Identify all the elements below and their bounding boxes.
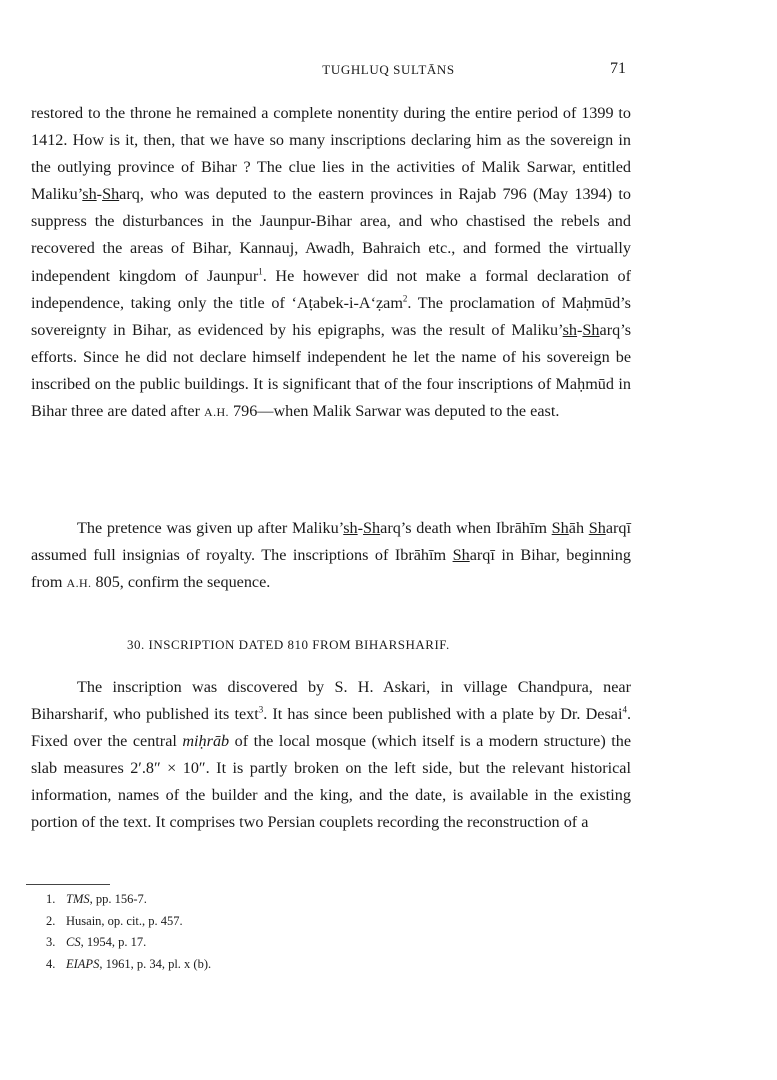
footnote-ref-1: 1 [258, 266, 263, 277]
footnote-4: 4. EIAPS, 1961, p. 34, pl. x (b). [46, 956, 212, 971]
era-abbreviation: A.H. [204, 405, 229, 420]
footnote-ref-4: 4 [622, 704, 627, 715]
footnote-2: 2. Husain, op. cit., p. 457. [46, 913, 183, 928]
text-run: of the local mosque (which itself is a modern structure) the slab measures 2′.8″ × 10″. It is partly broken on the left side, but the relevant historical information, names of the builder and the king, and the date, is available in the existing portion of the text. It comprises two Persian couplets recording the reconstruction of a [31, 732, 631, 832]
footnote-1: 1. TMS, pp. 156-7. [46, 892, 147, 906]
text-run: restored to the throne he remained a complete nonentity during the entire period of 1399 to 1412. How is it, then, that we have so many inscriptions declaring him as the sovereign in the outlying province of Bihar ? The clue lies in the activities of Malik Sarwar, entitled Maliku’ [31, 104, 631, 204]
text-run: 796—when Malik Sarwar was deputed to the east. [228, 402, 560, 421]
underlined-digraph: Sh [363, 519, 381, 537]
text-run: arqī in Bihar, beginning from [31, 546, 631, 592]
text-run: . The proclamation of Maḥmūd’s sovereignty in Bihar, as evidenced by his epigraphs, was the result of Maliku’ [31, 293, 631, 339]
underlined-digraph: Sh [582, 320, 600, 339]
text-run: arq’s death when Ibrāhīm [380, 519, 552, 537]
underlined-digraph: Sh [102, 185, 120, 204]
italic-term: miḥrāb [182, 732, 230, 751]
underlined-digraph: sh [82, 185, 97, 204]
underlined-digraph: sh [343, 519, 358, 537]
text-run: . He however did not make a formal declaration of independence, taking only the title of ‘Aṭabek-i-A‘ẓam [31, 266, 631, 312]
underlined-digraph: Sh [452, 546, 470, 565]
text-run: arq, who was deputed to the eastern provinces in Rajab 796 (May 1394) to suppress the disturbances in the Jaunpur-Bihar area, and who chastised the rebels and recovered the areas of Bihar, Kannauj, Awadh, Bahraich etc., and formed the virtually independent kingdom of Jaunpur [31, 185, 631, 285]
underlined-digraph: Sh [588, 519, 606, 537]
section-heading: 30. INSCRIPTION DATED 810 FROM BIHARSHARIF. [127, 637, 450, 652]
paragraph-2 [31, 515, 631, 597]
text-run: . It has since been published with a plate by Dr. Desai [263, 705, 623, 724]
text-run: The pretence was given up after Maliku’ [77, 519, 344, 537]
text-run: arqī assumed full insignias of royalty. The inscriptions of Ibrāhīm [31, 519, 631, 565]
footnote-ref-2: 2 [402, 293, 408, 304]
running-head: TUGHLUQ SULTĀNS [322, 62, 455, 77]
text-run: - [96, 185, 103, 204]
page-number: 71 [610, 60, 626, 77]
era-abbreviation: A.H. [66, 576, 92, 591]
text-run: - [357, 519, 364, 537]
text-run: arq’s efforts. Since he did not declare himself independent he let the name of his sovereign be inscribed on the public buildings. It is significant that of the four inscriptions of Maḥmūd in Bihar three are dated after [31, 320, 631, 421]
text-run: The inscription was discovered by S. H. Askari, in village Chandpura, near Biharsharif, who published its text [31, 678, 631, 724]
paragraph-1 [31, 100, 631, 426]
text-run: āh [568, 519, 589, 537]
underlined-digraph: Sh [551, 519, 569, 537]
footnote-ref-3: 3 [258, 704, 264, 715]
text-run: 805, confirm the sequence. [91, 573, 271, 592]
text-run: . Fixed over the central [31, 705, 631, 751]
footnote-3: 3. CS, 1954, p. 17. [46, 935, 147, 950]
text-run: - [577, 320, 583, 339]
underlined-digraph: sh [562, 320, 578, 339]
footnote-divider [26, 884, 110, 885]
footnotes [46, 889, 211, 975]
paragraph-3 [31, 674, 631, 837]
